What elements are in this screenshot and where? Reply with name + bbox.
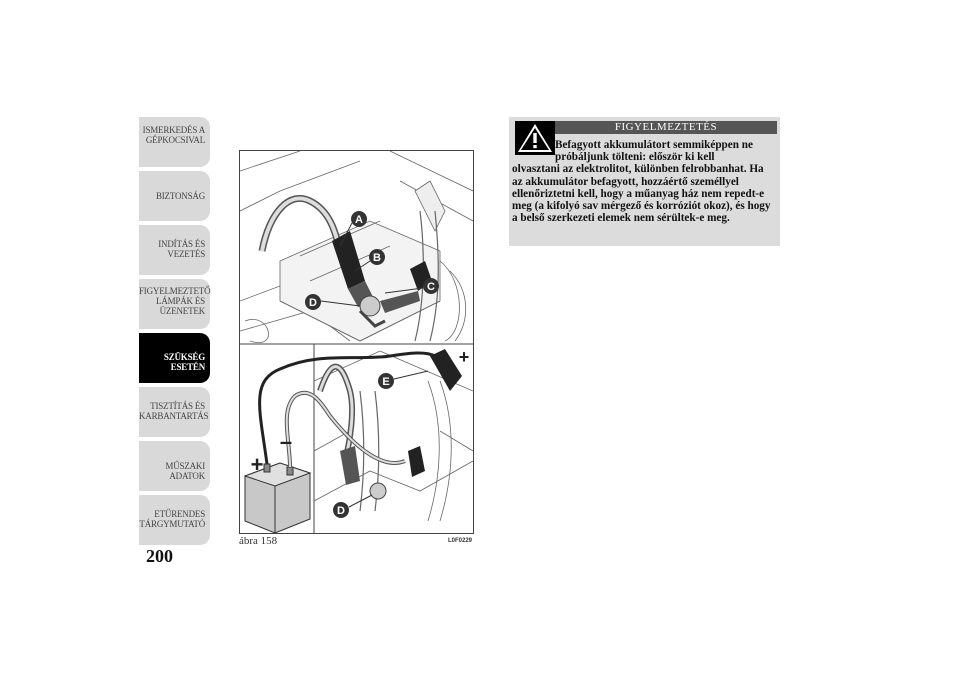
plus-sign-engine: + xyxy=(458,347,470,367)
jump-start-figure xyxy=(239,150,474,534)
label-d-bottom xyxy=(333,502,349,518)
engine-illustration xyxy=(240,151,473,533)
engine-bay-drawing xyxy=(240,151,473,343)
tab-muszaki-adatok[interactable]: MŰSZAKI ADATOK xyxy=(139,441,210,491)
tab-ismerkedes[interactable]: ISMERKEDÉS A GÉPKOCSIVAL xyxy=(139,117,210,167)
svg-text:D: D xyxy=(309,297,317,309)
label-e xyxy=(378,373,394,389)
tab-tisztitas[interactable]: TISZTÍTÁS ÉS KARBANTARTÁS xyxy=(139,387,210,437)
svg-text:E: E xyxy=(382,376,390,388)
label-b xyxy=(369,249,385,265)
svg-text:D: D xyxy=(337,505,345,517)
page-number: 200 xyxy=(146,546,173,566)
label-a xyxy=(351,211,367,227)
svg-text:B: B xyxy=(373,252,381,264)
plus-sign-battery: + xyxy=(250,452,264,477)
tab-targymutato[interactable]: ETŰRENDES TÁRGYMUTATÓ xyxy=(139,495,210,545)
warning-box xyxy=(509,117,780,246)
tab-inditas[interactable]: INDÍTÁS ÉS VEZETÉS xyxy=(139,225,210,275)
svg-text:A: A xyxy=(355,214,363,226)
warning-text: Befagyott akkumulátort semmiképpen ne próbáljunk tölteni: először ki kell olvasztani az elektrolitot, különben felrobbanhat. Ha az akkumulátor befagyott, hozzáértő személlyel ellenőriztetni kell, hogy a műanyag ház nem repedt-e meg (a kifolyó sav mérgező és korróziót okoz), és hogy a belső szerkezeti elemek nem sérültek-e meg. xyxy=(512,139,771,225)
tab-biztonsag[interactable]: BIZTONSÁG xyxy=(139,171,210,221)
tab-szukseg-eseten[interactable]: SZÜKSÉG ESETÉN xyxy=(139,333,210,383)
figure-caption: ábra 158 xyxy=(239,535,278,547)
label-c xyxy=(423,278,439,294)
warning-title: FIGYELMEZTETÉS xyxy=(555,121,777,134)
minus-sign-battery: – xyxy=(279,429,293,454)
figure-code: L0F0229 xyxy=(448,538,473,544)
tab-figyelmezteto[interactable]: FIGYELMEZTETŐ LÁMPÁK ÉS ÜZENETEK xyxy=(139,279,210,329)
svg-text:C: C xyxy=(427,281,435,293)
label-d-top xyxy=(305,294,321,310)
